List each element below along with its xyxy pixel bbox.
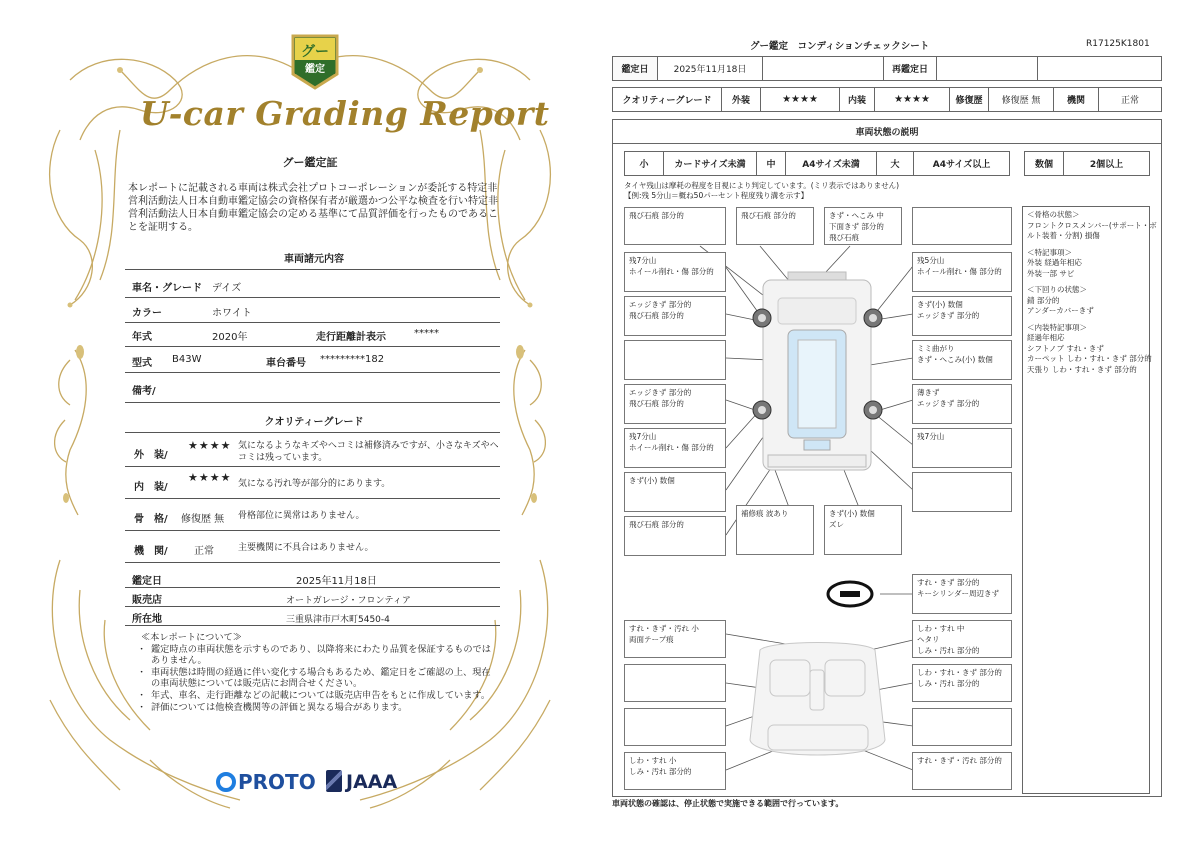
note-box-r5 (912, 428, 1012, 468)
size-small-desc: カードサイズ未満 (674, 160, 746, 170)
interior-stars: ★★★★ (188, 471, 232, 484)
note-box-b2 (824, 505, 902, 555)
reinspect-label: 再鑑定日 (891, 65, 928, 75)
note-text: キーシリンダー周辺きず (917, 589, 1000, 598)
model-label: 型式 (132, 358, 152, 369)
size-large: 大 (890, 160, 900, 170)
note-text: 残7分山 (917, 432, 945, 441)
note-text: ヘタリ (917, 635, 940, 644)
quality-section-title: クオリティーグレード (264, 417, 364, 428)
note-box-il3 (624, 708, 726, 746)
remarks-line: 経過年相応 (1027, 333, 1065, 342)
note-text: しわ・すれ 小 (629, 756, 677, 765)
divider (125, 432, 500, 433)
badge-bottom-text: 鑑定 (305, 64, 325, 75)
note-box-l4 (624, 340, 726, 380)
note-box-r3 (912, 340, 1012, 380)
note-box-ir3 (912, 708, 1012, 746)
divider (125, 498, 500, 499)
proto-logo (216, 770, 316, 794)
remarks-line: シフトノブ すれ・きず (1027, 343, 1104, 353)
mileage-value: ***** (414, 328, 439, 339)
divider (125, 372, 500, 373)
note-box-il1 (624, 620, 726, 658)
sheet-title: グー鑑定 コンディションチェックシート (750, 41, 930, 52)
note-text: きず(小) 数個 (629, 476, 675, 485)
color-label: カラー (132, 308, 162, 319)
history-label: 修復歴 (955, 96, 983, 106)
tire-note-2: 【例:残 5分山＝概ね50パーセント程度残り溝を示す】 (624, 191, 809, 200)
note-box-l5 (624, 384, 726, 424)
notes-title: ≪本レポートについて≫ (141, 632, 242, 643)
note-text: すれ・きず 部分的 (917, 578, 980, 587)
note-box-steering (912, 574, 1012, 614)
note-text: きず(小) 数個 (829, 509, 875, 518)
divider (125, 297, 500, 298)
note-text: ホイール削れ・傷 部分的 (629, 443, 714, 452)
remarks-line: カーペット しわ・すれ・きず 部分的 (1027, 354, 1152, 363)
remarks-line: 外装 経過年相応 (1027, 258, 1082, 267)
count-desc: 2個以上 (1089, 160, 1124, 170)
note-text: しみ・汚れ 部分的 (917, 679, 980, 688)
remarks-line: ＜下回りの状態＞ (1027, 285, 1087, 294)
note-item: ・ 年式、車名、走行距離などの記載については販売店申告をもとに作成しています。 (137, 690, 492, 702)
exterior-stars: ★★★★ (782, 94, 818, 105)
history-value: 修復歴 無 (1001, 96, 1041, 106)
interior-label: 内 装/ (134, 482, 168, 493)
note-text: しわ・すれ 中 (917, 624, 965, 633)
note-item: ・ 車両状態は時間の経過に伴い変化する場合もあるため、鑑定日をご確認の上、現在の車両状態については販売店にお問合せください。 (137, 667, 492, 690)
remarks-line: ＜内装特記事項＞ (1027, 322, 1087, 332)
model-value: B43W (172, 354, 202, 365)
appraisal-date-value: 2025年11月18日 (296, 576, 377, 587)
note-text: 飛び石痕 部分的 (629, 520, 684, 529)
note-text: 飛び石痕 部分的 (741, 211, 796, 220)
note-text: エッジきず 部分的 (917, 399, 980, 408)
address-label: 所在地 (132, 614, 162, 625)
note-box-l2 (624, 252, 726, 292)
interior-label: 内装 (847, 96, 866, 106)
year-value: 2020年 (212, 332, 248, 343)
note-text: 両面テープ痕 (629, 635, 674, 644)
note-text: ホイール削れ・傷 部分的 (629, 267, 714, 276)
note-text: 薄きず (917, 388, 940, 397)
remarks-line: 錆 部分的 (1027, 295, 1060, 305)
note-text: エッジきず 部分的 (629, 300, 692, 309)
frame-label: 骨 格/ (134, 514, 168, 525)
divider (125, 625, 500, 626)
note-text: ズレ (829, 520, 844, 529)
date-label: 鑑定日 (621, 65, 649, 75)
divider (125, 530, 500, 531)
frame-value: 修復歴 無 (181, 514, 225, 525)
note-item: ・ 鑑定時点の車両状態を示すものであり、以降将来にわたり品質を保証するものではありません。 (137, 644, 492, 667)
note-box-r6 (912, 472, 1012, 512)
note-box-l3 (624, 296, 726, 336)
remarks-label: 備考/ (132, 386, 156, 397)
exterior-label: 外 装/ (134, 450, 168, 461)
car-name-label: 車名・グレード (132, 283, 202, 294)
divider (125, 402, 500, 403)
note-box-r4 (912, 384, 1012, 424)
condition-check-sheet (600, 0, 1200, 848)
exterior-stars: ★★★★ (188, 439, 232, 452)
mileage-label: 走行距離計表示 (316, 332, 386, 343)
divider (125, 269, 500, 270)
note-text: きず(小) 数個 (917, 300, 963, 309)
interior-description: 気になる汚れ等が部分的にあります。 (238, 479, 391, 489)
remarks-line: フロントクロスメンバー(サポート・ボ (1027, 220, 1157, 230)
jaaa-mark-icon (326, 770, 342, 792)
note-text: ミミ曲がり (917, 344, 955, 353)
size-small: 小 (639, 160, 649, 170)
note-box-ir4 (912, 752, 1012, 790)
count-label: 数個 (1034, 160, 1053, 170)
note-text: きず・へこみ(小) 数個 (917, 355, 993, 364)
sheet-footer: 車両状態の確認は、停止状態で実施できる範囲で行っています。 (612, 799, 844, 808)
goo-appraisal-badge (287, 30, 343, 92)
divider (125, 322, 500, 323)
certificate-title: U-car Grading Report (140, 94, 550, 133)
note-box-t1 (736, 207, 814, 245)
note-box-l7 (624, 472, 726, 512)
badge-top-text: グー (301, 44, 329, 60)
quality-label: クオリティーグレード (622, 96, 712, 106)
note-text: 残5分山 (917, 256, 945, 265)
proto-mark-icon (216, 772, 236, 792)
note-text: しみ・汚れ 部分的 (917, 646, 980, 655)
note-text: しみ・汚れ 部分的 (629, 767, 692, 776)
note-box-t2 (824, 207, 902, 245)
note-text: 残7分山 (629, 256, 657, 265)
note-text: 飛び石痕 部分的 (629, 311, 684, 320)
remarks-line: 外装一部 サビ (1027, 268, 1075, 278)
certificate-subtitle: グー鑑定証 (282, 156, 338, 169)
note-box-t3 (912, 207, 1012, 245)
note-text: すれ・きず・汚れ 部分的 (917, 756, 1002, 765)
note-box-il4 (624, 752, 726, 790)
jaaa-logo (326, 770, 397, 793)
certificate-intro: 本レポートに記載される車両は株式会社プロトコーポレーションが委託する特定非営利活動法人日本自動車鑑定協会の資格保有者が厳選かつ公平な検査を行い特定非営利活動法人日本自動車鑑定協会の定める基準にて品質評価を行ったものであることを証明する。 (128, 183, 498, 233)
remarks-line: ＜骨格の状態＞ (1027, 210, 1080, 219)
proto-logo-text: PROTO (238, 770, 316, 794)
dealer-label: 販売店 (132, 595, 162, 606)
note-text: すれ・きず・汚れ 小 (629, 624, 699, 633)
note-text: 飛び石痕 (829, 233, 859, 242)
note-box-ir1 (912, 620, 1012, 658)
chassis-value: *********182 (320, 354, 385, 365)
note-box-l6 (624, 428, 726, 468)
size-medium-desc: A4サイズ未満 (802, 160, 860, 170)
engine-description: 主要機関に不具合はありません。 (238, 543, 374, 553)
engine-label: 機関 (1066, 96, 1085, 106)
remarks-line: ＜特記事項＞ (1027, 247, 1072, 257)
exterior-label: 外装 (731, 96, 750, 106)
note-box-l8 (624, 516, 726, 556)
color-value: ホワイト (212, 308, 252, 319)
note-text: 補修痕 波あり (741, 509, 789, 518)
condition-title: 車両状態の説明 (855, 128, 919, 138)
size-large-desc: A4サイズ以上 (932, 160, 991, 170)
sheet-code: R17125K1801 (1086, 39, 1150, 49)
note-box-r1 (912, 252, 1012, 292)
note-box-r2 (912, 296, 1012, 336)
note-box-il2 (624, 664, 726, 702)
note-item: ・ 評価については他検査機関等の評価と異なる場合があります。 (137, 702, 492, 714)
remarks-line: アンダーカバーきず (1027, 306, 1094, 315)
chassis-label: 車台番号 (266, 358, 306, 369)
note-text: エッジきず 部分的 (629, 388, 692, 397)
car-interior-view (750, 643, 885, 756)
note-box-l1 (624, 207, 726, 245)
note-text: ホイール削れ・傷 部分的 (917, 267, 1002, 276)
engine-label: 機 関/ (134, 546, 168, 557)
note-box-b1 (736, 505, 814, 555)
note-text: 飛び石痕 部分的 (629, 399, 684, 408)
note-text: エッジきず 部分的 (917, 311, 980, 320)
specs-section-title: 車両諸元内容 (284, 254, 344, 265)
frame-description: 骨格部位に異常はありません。 (238, 511, 365, 521)
address-value: 三重県津市戸木町5450-4 (286, 615, 390, 625)
car-name-value: デイズ (212, 283, 242, 294)
divider (125, 587, 500, 588)
date-value: 2025年11月18日 (673, 65, 747, 75)
dealer-value: オートガレージ・フロンティア (286, 596, 411, 606)
jaaa-logo-text: JAAA (346, 771, 398, 793)
steering-wheel-icon (828, 582, 872, 606)
note-text: しわ・すれ・きず 部分的 (917, 668, 1002, 677)
remarks-line: ルト装着・分割) 損傷 (1027, 231, 1100, 240)
interior-stars: ★★★★ (894, 94, 930, 105)
divider (125, 466, 500, 467)
engine-value: 正常 (1120, 96, 1139, 106)
divider (125, 346, 500, 347)
divider (125, 562, 500, 563)
car-top-view (763, 272, 871, 470)
note-text: 飛び石痕 部分的 (629, 211, 684, 220)
report-notes (137, 632, 492, 713)
year-label: 年式 (132, 332, 152, 343)
divider (125, 606, 500, 607)
size-medium: 中 (766, 160, 776, 170)
remarks-line: 天張り しわ・すれ・きず 部分的 (1027, 364, 1137, 374)
note-text: 残7分山 (629, 432, 657, 441)
engine-value: 正常 (194, 546, 214, 557)
note-text: きず・へこみ 中 (829, 211, 884, 220)
exterior-description: 気になるようなキズやヘコミは補修済みですが、小さなキズやヘコミは残っています。 (238, 441, 499, 463)
note-text: 下面きず 部分的 (829, 222, 884, 231)
note-box-ir2 (912, 664, 1012, 702)
tire-note-1: タイヤ残山は摩耗の程度を目視により判定しています。(ミリ表示ではありません) (624, 181, 900, 190)
appraisal-date-label: 鑑定日 (132, 576, 162, 587)
